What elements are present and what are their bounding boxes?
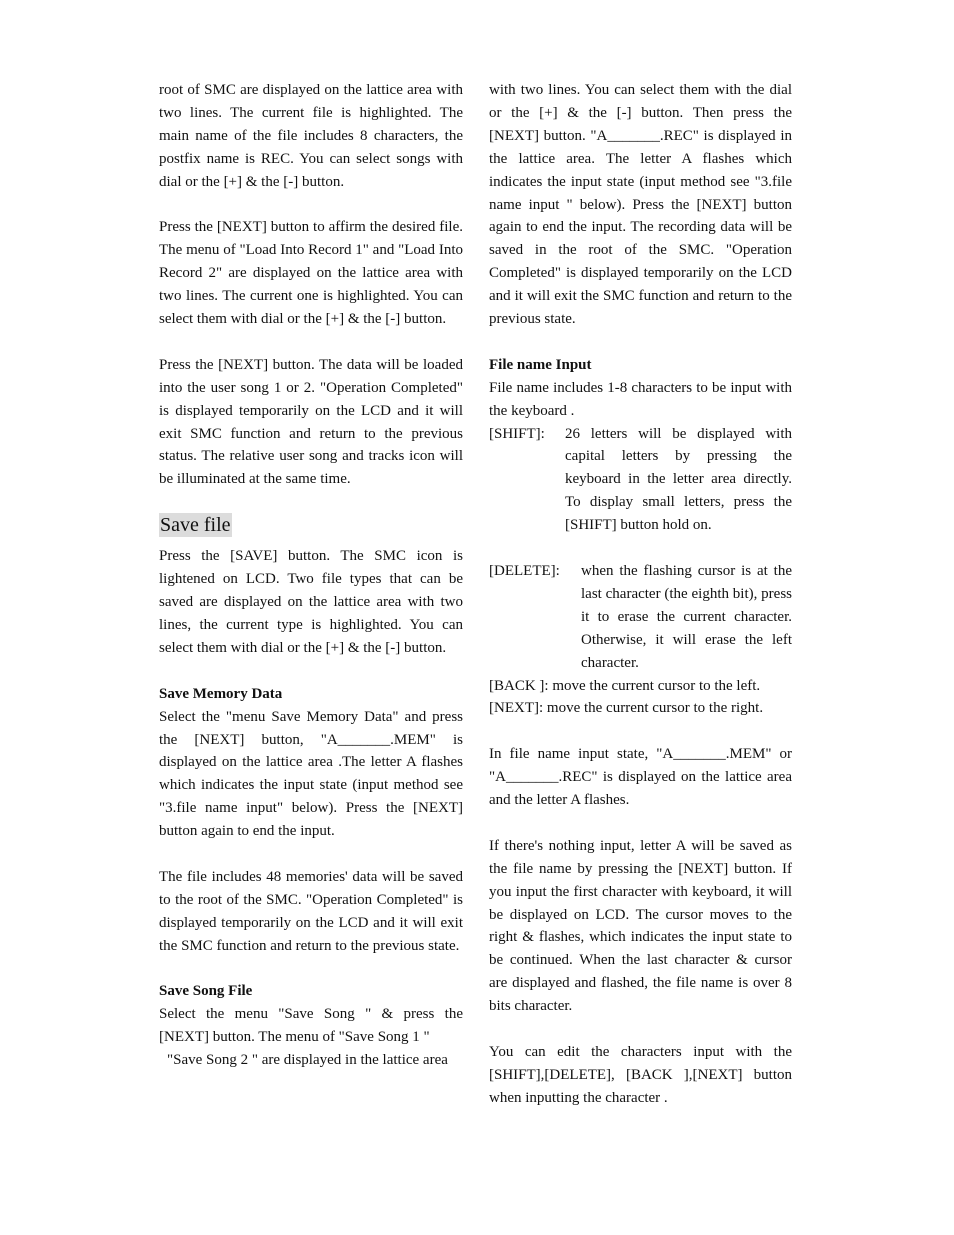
paragraph-input-state: In file name input state, "A_______.MEM" or "A_______.REC" is displayed on the lattice area and the letter A flashes. <box>489 746 792 809</box>
paragraph-file-name-length: File name includes 1-8 characters to be input with the keyboard . <box>489 379 792 419</box>
shift-key-label: [SHIFT]: <box>489 425 545 442</box>
save-memory-data-heading: Save Memory Data <box>159 685 283 702</box>
delete-description: when the flashing cursor is at the last character (the eighth bit), press it to erase the current character. Otherwise, it will erase the left character. <box>581 563 792 671</box>
next-key-line: [NEXT]: move the current cursor to the right. <box>489 700 764 717</box>
paragraph-save-song: Select the menu "Save Song " & press the [NEXT] button. The menu of "Save Song 1 " <box>159 1006 463 1046</box>
shift-definition <box>489 423 792 538</box>
paragraph-lattice-files: root of SMC are displayed on the lattice area with two lines. The current file is highlighted. The main name of the file includes 8 characters, the postfix name is REC. You can select songs with dial or the [+] & the [-] button. <box>159 82 463 190</box>
right-column <box>489 79 792 1110</box>
delete-key-label: [DELETE]: <box>489 563 560 579</box>
paragraph-save-song-continued: with two lines. You can select them with the dial or the [+] & the [-] button. Then press the [NEXT] button. "A_______.REC" is displayed in the lattice area. The letter A flashes which indicates the input state (input method see "3.file name input " below). Press the [NEXT] button again to end the input. The recording data will be saved in the root of the SMC. "Operation Completed" is displayed temporarily on the LCD and it will exit the SMC function and return to the previous state. <box>489 82 792 328</box>
paragraph-save-button: Press the [SAVE] button. The SMC icon is lightened on LCD. Two file types that can be saved are displayed on the lattice area with two lines, the current type is highlighted. You can select them with dial or the [+] & the [-] button. <box>159 548 463 656</box>
left-column <box>159 79 463 1072</box>
file-name-input-heading: File name Input <box>489 356 592 373</box>
save-song-file-heading: Save Song File <box>159 983 253 1000</box>
back-key-line: [BACK ]: move the current cursor to the left. <box>489 677 761 694</box>
paragraph-edit-characters: You can edit the characters input with the [SHIFT],[DELETE], [BACK ],[NEXT] button when inputting the character . <box>489 1043 792 1106</box>
paragraph-affirm-file: Press the [NEXT] button to affirm the desired file. The menu of "Load Into Record 1" and "Load Into Record 2" are displayed on the lattice area with two lines. The current one is highlighted. You can select them with dial or the [+] & the [-] button. <box>159 219 463 328</box>
paragraph-nothing-input: If there's nothing input, letter A will be saved as the file name by pressing the [NEXT] button. If you input the first character with keyboard, it will be displayed on LCD. The cursor moves to the right & flashes, which indicates the input state to be continued. When the last character & cursor are displayed and flashed, the file name is over 8 bits character. <box>489 837 792 1015</box>
paragraph-load-data: Press the [NEXT] button. The data will be loaded into the user song 1 or 2. "Operation Completed" is displayed temporarily on the LCD and it will exit SMC function and return to the previous status. The relative user song and tracks icon will be illuminated at the same time. <box>159 356 463 488</box>
shift-description: 26 letters will be displayed with capital letters by pressing the keyboard in the letter area directly. To display small letters, press the [SHIFT] button hold on. <box>565 425 792 534</box>
paragraph-memories-saved: The file includes 48 memories' data will be saved to the root of the SMC. "Operation Completed" is displayed temporarily on the LCD and it will exit the SMC function and return to the previous state. <box>159 868 463 954</box>
delete-definition <box>489 560 792 675</box>
paragraph-save-memory: Select the "menu Save Memory Data" and press the [NEXT] button, "A_______.MEM" is displayed on the lattice area .The letter A flashes which indicates the input state (input method see "3.file name input" below). Press the [NEXT] button again to end the input. <box>159 708 463 840</box>
save-file-heading: Save file <box>160 514 231 537</box>
paragraph-save-song-2: "Save Song 2 " are displayed in the lattice area <box>167 1052 448 1069</box>
